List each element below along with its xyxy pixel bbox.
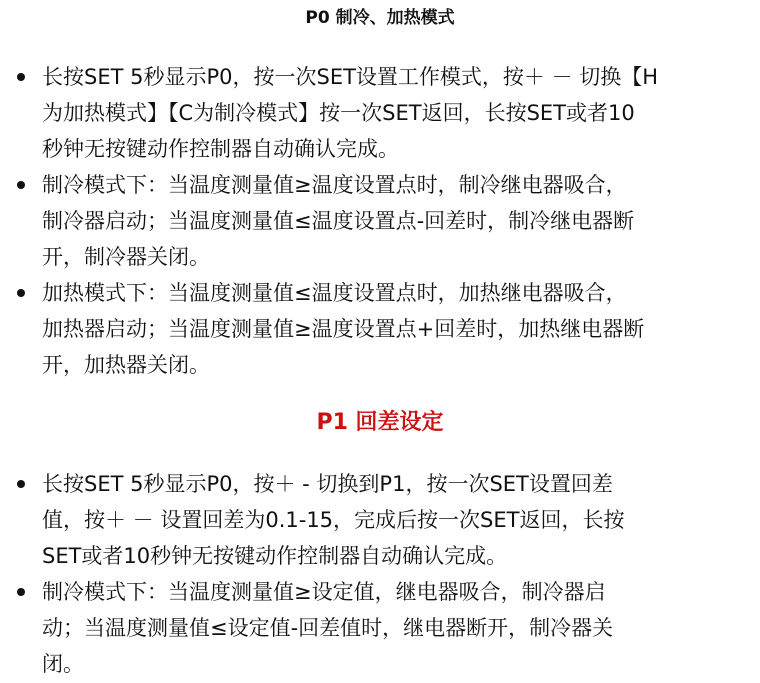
text-line: 闭。 <box>42 652 84 676</box>
section-title-p0: P0 制冷、加热模式 <box>305 8 455 28</box>
bullet-icon <box>17 73 25 81</box>
bullet-icon <box>17 289 25 297</box>
list-item <box>0 275 760 383</box>
text-line: 开，加热器关闭。 <box>42 353 210 377</box>
text-line: 值，按＋ － 设置回差为0.1-15，完成后按一次SET返回，长按 <box>42 508 625 532</box>
text-line: 动；当温度测量值≤设定值-回差值时，继电器断开，制冷器关 <box>42 616 614 640</box>
bullet-list-p1 <box>0 466 760 682</box>
bullet-list-p0 <box>0 59 760 383</box>
text-line: 长按SET 5秒显示P0，按一次SET设置工作模式，按＋ － 切换【H <box>42 65 659 89</box>
text-line: SET或者10秒钟无按键动作控制器自动确认完成。 <box>42 544 508 568</box>
list-item <box>0 574 760 682</box>
text-line: 为加热模式】【C为制冷模式】按一次SET返回，长按SET或者10 <box>42 101 635 125</box>
text-line: 加热模式下：当温度测量值≤温度设置点时，加热继电器吸合， <box>42 281 627 305</box>
bullet-icon <box>17 181 25 189</box>
section-title-p1: P1 回差设定 <box>316 410 444 435</box>
list-item <box>0 167 760 275</box>
text-line: 制冷模式下：当温度测量值≥温度设置点时，制冷继电器吸合， <box>42 173 627 197</box>
bullet-icon <box>17 588 25 596</box>
text-line: 制冷模式下：当温度测量值≥设定值，继电器吸合，制冷器启 <box>42 580 606 604</box>
text-line: 开，制冷器关闭。 <box>42 245 210 269</box>
text-line: 秒钟无按键动作控制器自动确认完成。 <box>42 137 399 161</box>
list-item <box>0 466 760 574</box>
bullet-icon <box>17 480 25 488</box>
list-item <box>0 59 760 167</box>
text-line: 长按SET 5秒显示P0，按＋ - 切换到P1，按一次SET设置回差 <box>42 472 613 496</box>
text-line: 制冷器启动；当温度测量值≤温度设置点-回差时，制冷继电器断 <box>42 209 635 233</box>
text-line: 加热器启动；当温度测量值≥温度设置点+回差时，加热继电器断 <box>42 317 645 341</box>
